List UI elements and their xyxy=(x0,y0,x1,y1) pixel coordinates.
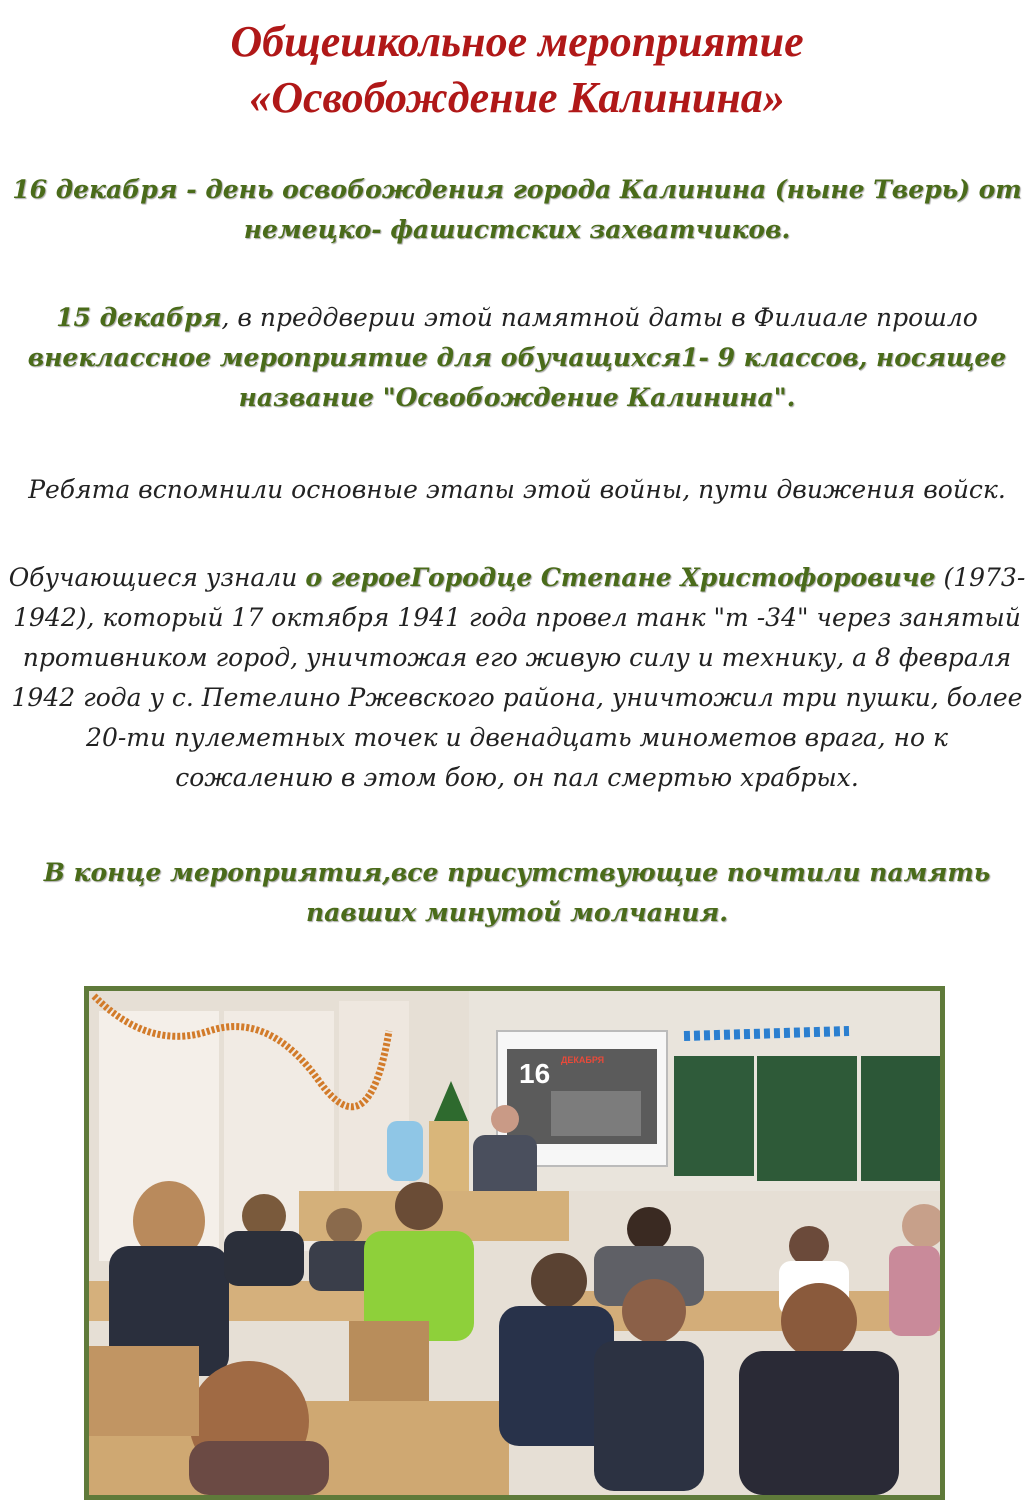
chair xyxy=(349,1321,429,1401)
student-head xyxy=(781,1283,857,1359)
student-body xyxy=(889,1246,940,1336)
student-body-foreground xyxy=(189,1441,329,1495)
teacher-head xyxy=(491,1105,519,1133)
student-head xyxy=(622,1279,686,1343)
page-title xyxy=(0,14,1034,126)
hero-paragraph xyxy=(6,558,1028,798)
student-head xyxy=(789,1226,829,1266)
classroom-photo xyxy=(84,986,945,1500)
hero-name: о героеГородце Степане Христофоровиче xyxy=(305,563,936,592)
event-description: внеклассное мероприятие для обучащихся1- 9 классов, носящее название "Освобождение Калинина". xyxy=(27,343,1007,412)
chalkboard-middle xyxy=(757,1056,857,1181)
event-middle-text: , в преддверии этой памятной даты в Филиале прошло xyxy=(221,303,978,332)
student-head xyxy=(326,1208,362,1244)
student-body xyxy=(594,1341,704,1491)
event-paragraph xyxy=(6,298,1028,418)
event-date: 15 декабря xyxy=(56,303,222,332)
slide-caption: ДЕКАБРЯ xyxy=(561,1055,605,1065)
chair xyxy=(89,1346,199,1436)
student-head xyxy=(531,1253,587,1309)
water-bottle xyxy=(387,1121,423,1181)
bookshelf xyxy=(429,1121,469,1191)
classroom-illustration xyxy=(89,991,940,1495)
student-body xyxy=(224,1231,304,1286)
blue-tinsel xyxy=(684,1031,849,1036)
chalkboard-right xyxy=(861,1056,940,1181)
title-line-2: «Освобождение Калинина» xyxy=(249,73,785,122)
slide-tank-image xyxy=(551,1091,641,1136)
hero-lead-text: Обучающиеся узнали xyxy=(8,563,306,592)
student-body xyxy=(739,1351,899,1495)
student-head xyxy=(627,1207,671,1251)
hero-story-text: (1973-1942), который 17 октября 1941 года провел танк "т -34" через занятый противником город, уничтожая его живую силу и технику, а 8 февраля 1942 года у с. Петелино Ржевского района, уничтожил три пушки, более 20-ти пулеметных точек и двенадцать минометов врага, но к сожалению в этом бою, он пал смертью храбрых. xyxy=(11,563,1026,792)
title-line-1: Общешкольное мероприятие xyxy=(230,17,804,66)
intro-paragraph: 16 декабря - день освобождения города Калинина (ныне Тверь) от немецко- фашистских захватчиков. xyxy=(12,175,1022,244)
war-stages-paragraph: Ребята вспомнили основные этапы этой войны, пути движения войск. xyxy=(28,475,1006,504)
closing-paragraph: В конце мероприятия,все присутствующие почтили память павших минутой молчания. xyxy=(43,858,991,927)
slide-number: 16 xyxy=(519,1058,551,1089)
student-head xyxy=(395,1182,443,1230)
chalkboard-left xyxy=(674,1056,754,1176)
